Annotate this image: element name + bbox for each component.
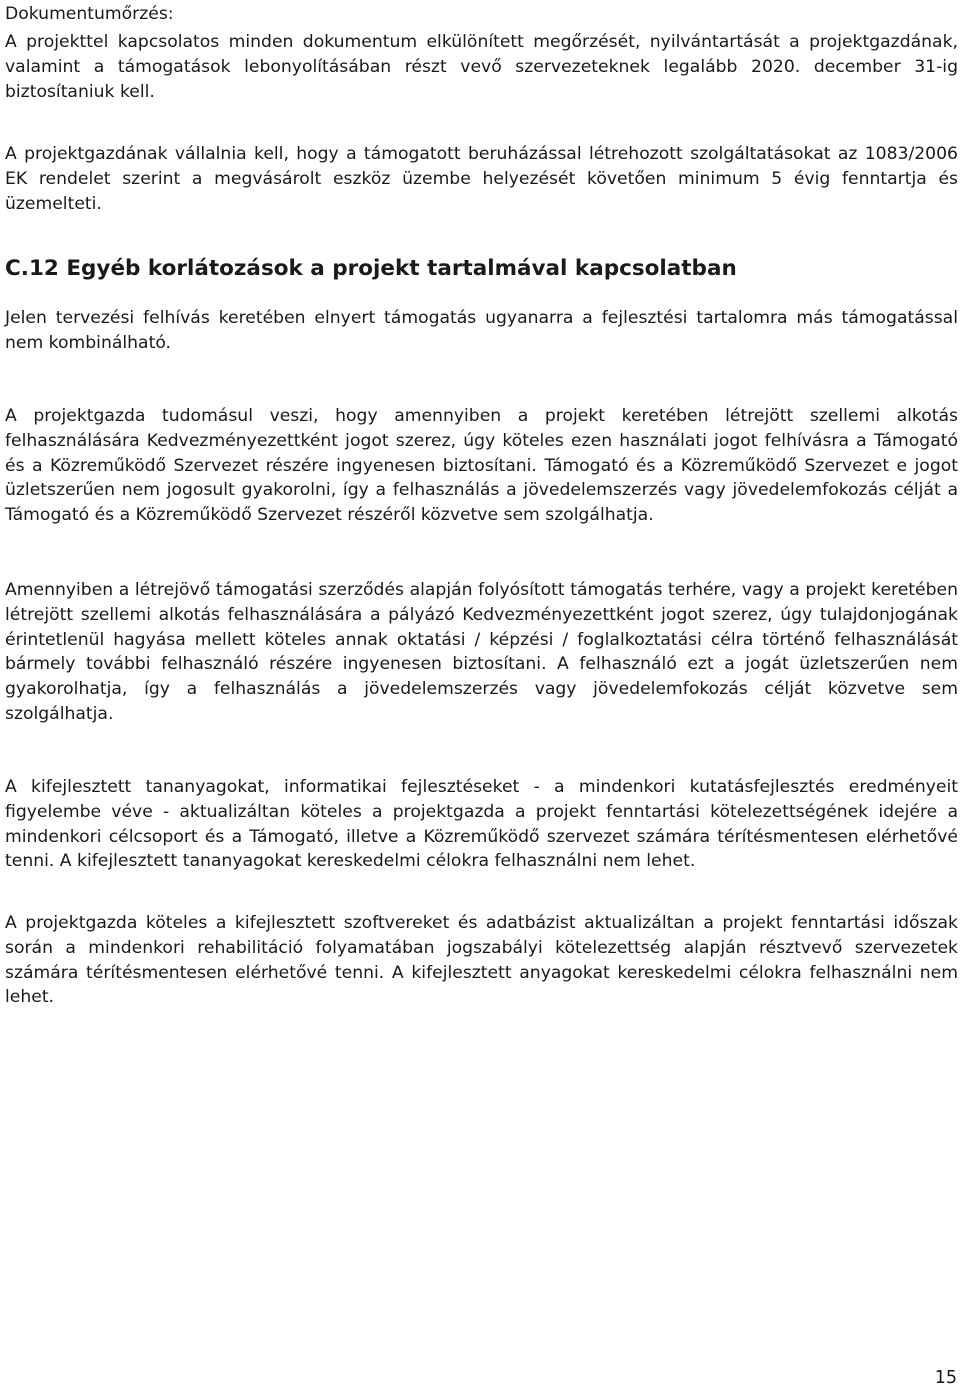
paragraph-software-update: A projektgazda köteles a kifejlesztett szoftvereket és adatbázist aktualizáltan a projekt fenntartási időszak során a mindenkori rehabilitáció folyamatában jogszabályi kötelezettség alapján résztvevő szervezetek számára térítésmentesen elérhetővé tenni. A kifejlesztett anyagokat kereskedelmi célokra felhasználni nem lehet. (5, 913, 958, 1008)
paragraph-document-retention: A projekttel kapcsolatos minden dokumentum elkülönített megőrzését, nyilvántartását a projektgazdának, valamint a támogatások lebonyolításában részt vevő szervezeteknek legalább 2020. december 31-ig biztosítaniuk kell. (5, 32, 958, 102)
paragraph-curriculum-update: A kifejlesztett tananyagokat, informatikai fejlesztéseket - a mindenkori kutatásfejlesztés eredményeit figyelembe véve - aktualizáltan köteles a projektgazda a projekt fenntartási kötelezettségének idejére a mindenkori célcsoport és a Támogató, illetve a Közreműködő szervezet számára térítésmentesen elérhetővé tenni. A kifejlesztett tananyagokat kereskedelmi célokra felhasználni nem lehet. (5, 777, 958, 872)
page-number: 15 (934, 1368, 957, 1388)
paragraph-usage-rights: Amennyiben a létrejövő támogatási szerződés alapján folyósított támogatás terhére, vagy a projekt keretében létrejött szellemi alkotás felhasználására a pályázó Kedvezményezettként jogot szerez, úgy tulajdonjogának érintetlenül hagyása mellett köteles annak oktatási / képzési / foglalkoztatási célra történő felhasználását bármely további felhasználó részére ingyenesen biztosítani. A felhasználó ezt a jogát üzletszerűen nem gyakorolhatja, így a felhasználás a jövedelemszerzés vagy jövedelemfokozás célját közvetve sem szolgálhatja. (5, 580, 958, 724)
paragraph-intellectual-property: A projektgazda tudomásul veszi, hogy amennyiben a projekt keretében létrejött szellemi alkotás felhasználására Kedvezményezettként jogot szerez, úgy köteles ezen használati jogot felhívásra a Támogató és a Közreműködő Szervezet részére ingyenesen biztosítani. Támogató és a Közreműködő Szervezet e jogot üzletszerűen nem jogosult gyakorolni, így a felhasználás a jövedelemszerzés vagy jövedelemfokozás célját a Támogató és a Közreműködő Szervezet részéről közvetve sem szolgálhatja. (5, 406, 958, 526)
paragraph-no-combination: Jelen tervezési felhívás keretében elnyert támogatás ugyanarra a fejlesztési tartalomra más támogatással nem kombinálható. (5, 308, 958, 353)
section-heading: C.12 Egyéb korlátozások a projekt tartalmával kapcsolatban (5, 256, 737, 281)
paragraph-maintenance-obligation: A projektgazdának vállalnia kell, hogy a támogatott beruházással létrehozott szolgáltatásokat az 1083/2006 EK rendelet szerint a megvásárolt eszköz üzembe helyezését követően minimum 5 évig fenntartja és üzemelteti. (5, 144, 958, 214)
section-label: Dokumentumőrzés: (5, 4, 174, 24)
